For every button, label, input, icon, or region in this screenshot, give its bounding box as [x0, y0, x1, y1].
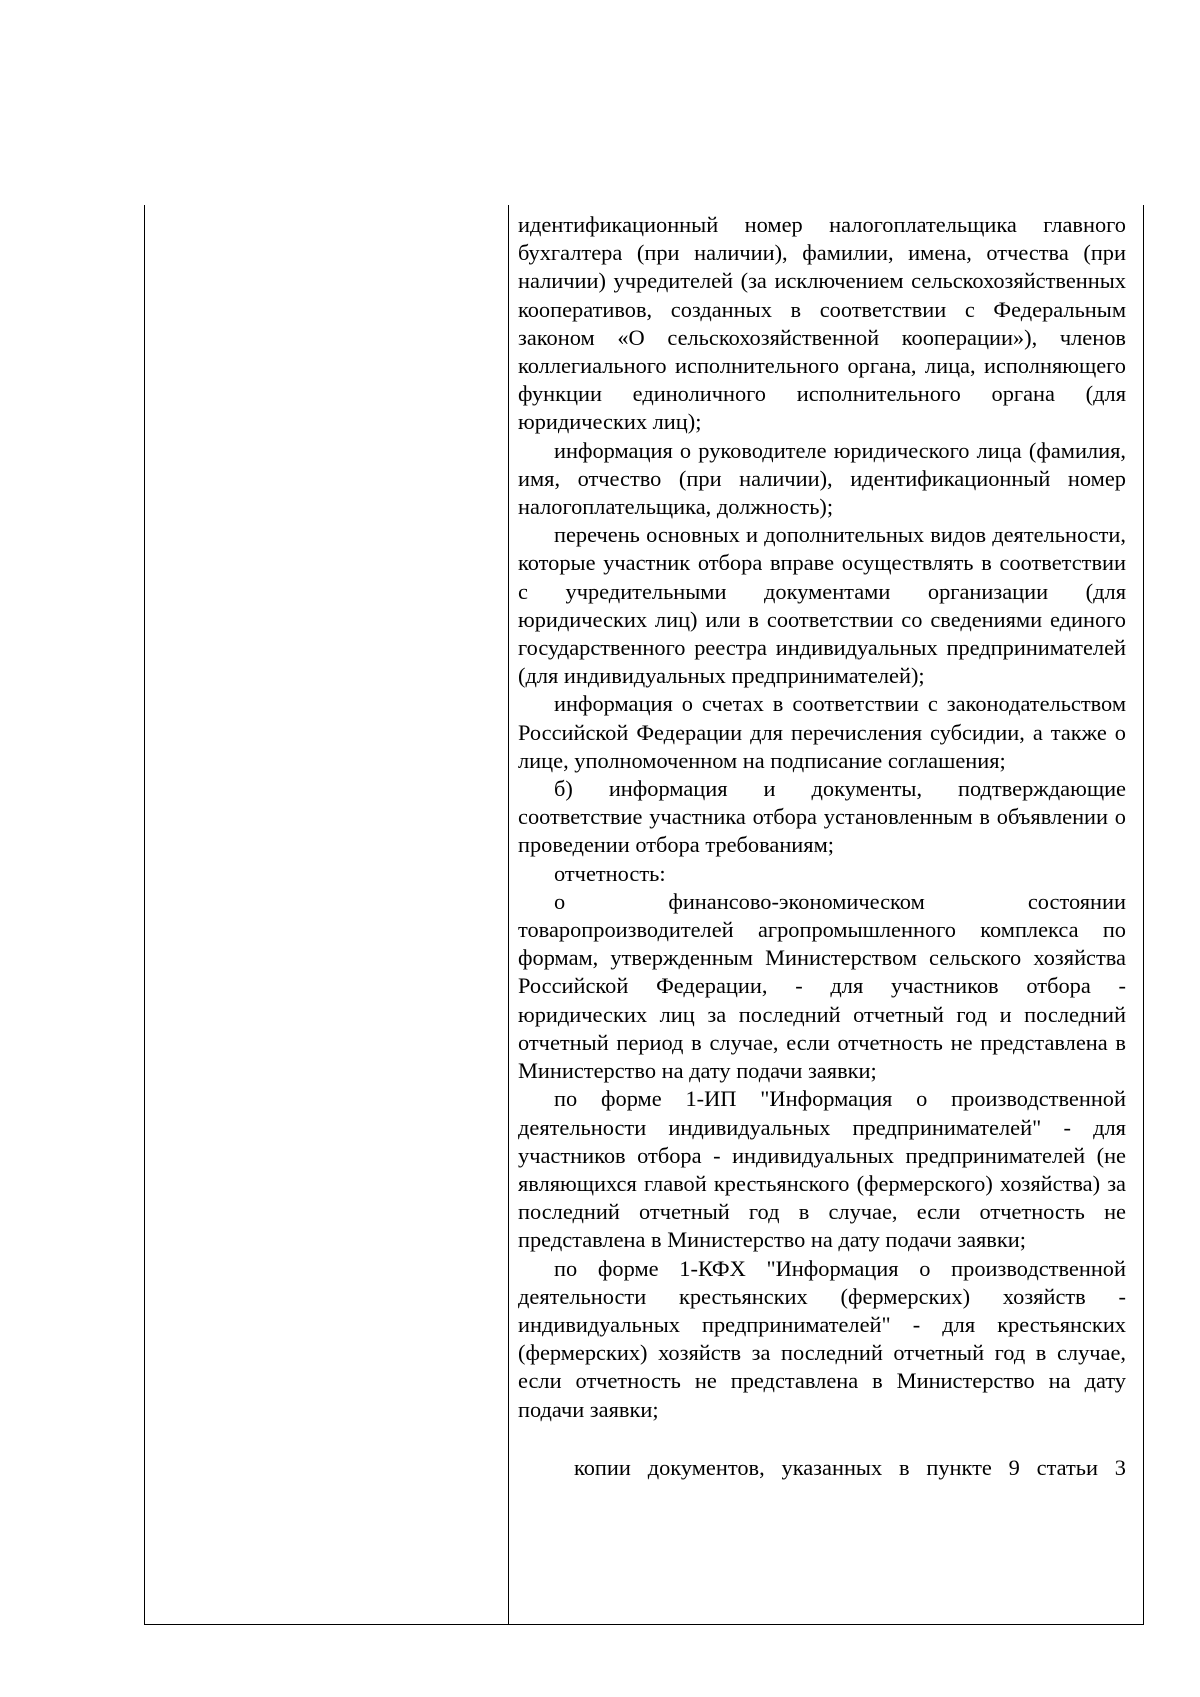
paragraph-compliance-docs: б) информация и документы, подтверждающие соответствие участника отбора установленным в объявлении о проведении отбора требованиям;: [518, 776, 1126, 858]
paragraph-activity-list: перечень основных и дополнительных видов деятельности, которые участник отбора вправе осуществлять в соответствии с учредительными документами организации (для юридических лиц) или в соответствии со сведениями единого государственного реестра индивидуальных предпринимателей (для индивидуальных предпринимателей);: [518, 522, 1126, 689]
paragraph-reporting-heading: отчетность:: [554, 860, 666, 886]
paragraph-accountant-info: идентификационный номер налогоплательщика главного бухгалтера (при наличии), фамилии, имена, отчества (при наличии) учредителей (за исключением сельскохозяйственных кооперативов, созданных в соответствии с Федеральным законом «О сельскохозяйственной кооперации»), членов коллегиального исполнительного органа, лица, исполняющего функции единоличного исполнительного органа (для юридических лиц);: [518, 212, 1126, 435]
paragraph-financial-state: о финансово-экономическом состоянии товаропроизводителей агропромышленного комплекса по формам, утвержденным Министерством сельского хозяйства Российской Федерации, - для участников отбора - юридических лиц за последний отчетный год и последний отчетный период в случае, если отчетность не представлена в Министерство на дату подачи заявки;: [518, 888, 1126, 1084]
paragraph-director-info: информация о руководителе юридического лица (фамилия, имя, отчество (при наличии), идентификационный номер налогоплательщика, должность);: [518, 437, 1126, 520]
paragraph-form-1ip: по форме 1-ИП "Информация о производственной деятельности индивидуальных предпринимателей" - для участников отбора - индивидуальных предпринимателей (не являющихся главой крестьянского (фермерского) хозяйства) за последний отчетный год в случае, если отчетность не представлена в Министерство на дату подачи заявки;: [518, 1086, 1126, 1253]
paragraph-document-copies: копии документов, указанных в пункте 9 статьи 3: [574, 1454, 1126, 1480]
document-table: [144, 205, 1144, 1625]
column-divider: [508, 205, 509, 1624]
paragraph-form-1kfh: по форме 1-КФХ "Информация о производственной деятельности крестьянских (фермерских) хозяйств - индивидуальных предпринимателей" - для крестьянских (фермерских) хозяйств за последний отчетный год в случае, если отчетность не представлена в Министерство на дату подачи заявки;: [518, 1255, 1126, 1422]
paragraph-accounts-info: информация о счетах в соответствии с законодательством Российской Федерации для перечисления субсидии, а также о лице, уполномоченном на подписание соглашения;: [518, 691, 1126, 773]
requirements-cell: [518, 211, 1126, 1482]
